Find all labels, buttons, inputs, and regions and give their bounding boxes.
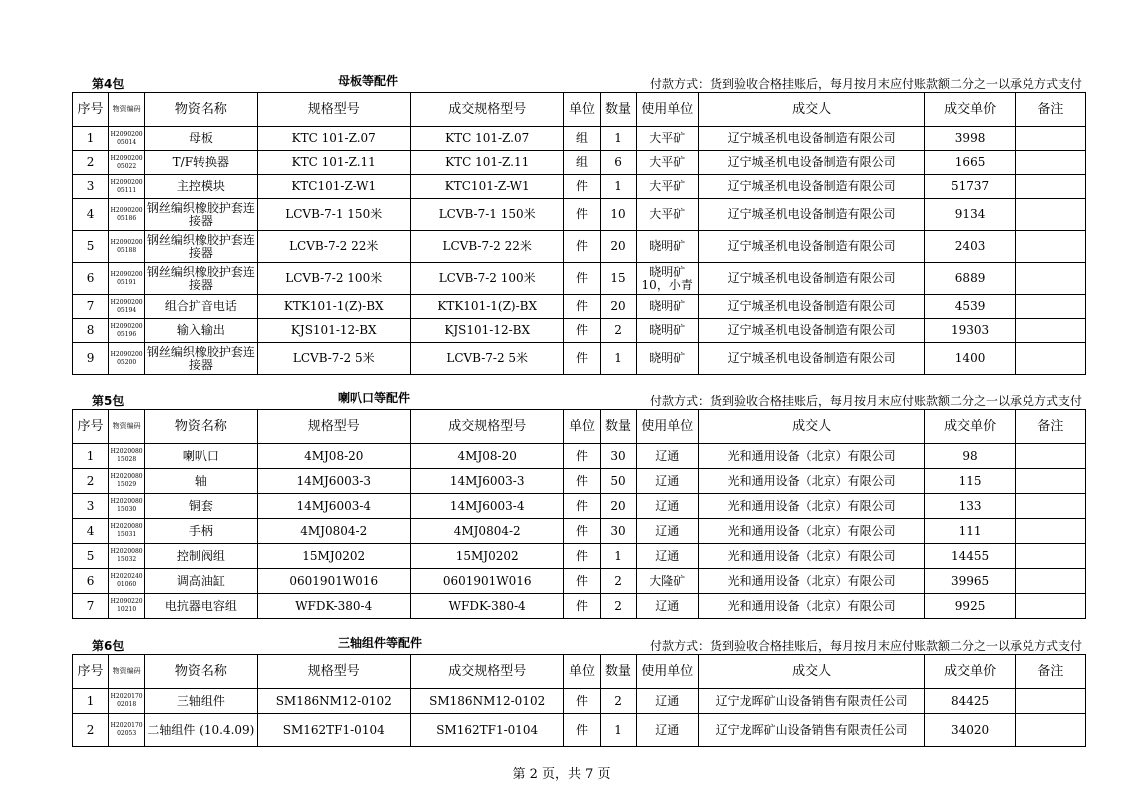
quantity-cell: 30 [600, 519, 636, 544]
package-section [72, 634, 1086, 747]
table-row [73, 444, 1086, 469]
material-name-cell: 钢丝编织橡胶护套连接器 [145, 231, 257, 263]
package-section [72, 389, 1086, 619]
deal-spec-model-cell: 4MJ0804-2 [410, 519, 563, 544]
vendor-cell: 辽宁城圣机电设备制造有限公司 [698, 319, 925, 343]
remarks-cell [1015, 343, 1085, 375]
unit-price-cell: 51737 [925, 175, 1015, 199]
table-row [73, 569, 1086, 594]
vendor-cell: 光和通用设备（北京）有限公司 [698, 444, 925, 469]
deal-spec-model-cell: KTC101-Z-W1 [410, 175, 563, 199]
spec-model-cell: KTC101-Z-W1 [257, 175, 410, 199]
unit-cell: 件 [564, 714, 600, 747]
column-header-vendor: 成交人 [698, 655, 925, 689]
row-number-cell: 7 [73, 295, 109, 319]
material-name-cell: 主控模块 [145, 175, 257, 199]
spec-model-cell: LCVB-7-1 150米 [257, 199, 410, 231]
unit-price-cell: 9925 [925, 594, 1015, 619]
row-number-cell: 2 [73, 714, 109, 747]
table-row [73, 343, 1086, 375]
unit-price-cell: 14455 [925, 544, 1015, 569]
unit-price-cell: 34020 [925, 714, 1015, 747]
material-name-cell: 喇叭口 [145, 444, 257, 469]
spec-model-cell: KTC 101-Z.11 [257, 151, 410, 175]
unit-cell: 件 [564, 319, 600, 343]
deal-spec-model-cell: LCVB-7-2 22米 [410, 231, 563, 263]
remarks-cell [1015, 689, 1085, 714]
column-header-quantity: 数量 [600, 655, 636, 689]
spec-model-cell: 4MJ08-20 [257, 444, 410, 469]
unit-price-cell: 133 [925, 494, 1015, 519]
column-header-material-name: 物资名称 [145, 410, 257, 444]
remarks-cell [1015, 569, 1085, 594]
unit-price-cell: 39965 [925, 569, 1015, 594]
deal-spec-model-cell: 0601901W016 [410, 569, 563, 594]
unit-cell: 件 [564, 263, 600, 295]
deal-spec-model-cell: KTK101-1(Z)-BX [410, 295, 563, 319]
header-row [73, 93, 1086, 127]
unit-cell: 件 [564, 295, 600, 319]
unit-cell: 件 [564, 231, 600, 263]
column-header-row-number: 序号 [73, 93, 109, 127]
quantity-cell: 2 [600, 594, 636, 619]
remarks-cell [1015, 519, 1085, 544]
unit-cell: 件 [564, 569, 600, 594]
vendor-cell: 辽宁城圣机电设备制造有限公司 [698, 175, 925, 199]
table-row [73, 319, 1086, 343]
material-code-cell: H2090200 05191 [109, 263, 145, 295]
quantity-cell: 2 [600, 689, 636, 714]
unit-cell: 件 [564, 444, 600, 469]
table-row [73, 199, 1086, 231]
table-row [73, 594, 1086, 619]
material-code-cell: H2020080 15032 [109, 544, 145, 569]
column-header-deal-spec-model: 成交规格型号 [410, 410, 563, 444]
material-name-cell: 钢丝编织橡胶护套连接器 [145, 199, 257, 231]
unit-price-cell: 111 [925, 519, 1015, 544]
using-unit-cell: 晓明矿 [636, 319, 698, 343]
table-row [73, 469, 1086, 494]
material-name-cell: 钢丝编织橡胶护套连接器 [145, 263, 257, 295]
vendor-cell: 光和通用设备（北京）有限公司 [698, 494, 925, 519]
vendor-cell: 辽宁城圣机电设备制造有限公司 [698, 199, 925, 231]
unit-price-cell: 3998 [925, 127, 1015, 151]
column-header-material-name: 物资名称 [145, 93, 257, 127]
column-header-material-code: 物资编码 [109, 655, 145, 689]
quantity-cell: 20 [600, 231, 636, 263]
material-name-cell: 控制阀组 [145, 544, 257, 569]
material-name-cell: 三轴组件 [145, 689, 257, 714]
material-name-cell: 钢丝编织橡胶护套连接器 [145, 343, 257, 375]
spec-model-cell: SM186NM12-0102 [257, 689, 410, 714]
spec-model-cell: KTK101-1(Z)-BX [257, 295, 410, 319]
quantity-cell: 1 [600, 343, 636, 375]
vendor-cell: 辽宁城圣机电设备制造有限公司 [698, 295, 925, 319]
spec-model-cell: SM162TF1-0104 [257, 714, 410, 747]
deal-spec-model-cell: 4MJ08-20 [410, 444, 563, 469]
table-row [73, 689, 1086, 714]
payment-terms: 付款方式：货到验收合格挂账后，每月按月末应付账款额二分之一以承兑方式支付 [649, 394, 1082, 408]
unit-cell: 件 [564, 199, 600, 231]
section-header [72, 389, 1086, 409]
row-number-cell: 6 [73, 569, 109, 594]
column-header-remarks: 备注 [1015, 655, 1085, 689]
quantity-cell: 1 [600, 714, 636, 747]
using-unit-cell: 大隆矿 [636, 569, 698, 594]
column-header-row-number: 序号 [73, 655, 109, 689]
unit-cell: 件 [564, 494, 600, 519]
vendor-cell: 辽宁龙晖矿山设备销售有限责任公司 [698, 689, 925, 714]
quantity-cell: 2 [600, 319, 636, 343]
remarks-cell [1015, 199, 1085, 231]
quantity-cell: 10 [600, 199, 636, 231]
column-header-vendor: 成交人 [698, 410, 925, 444]
row-number-cell: 5 [73, 231, 109, 263]
using-unit-cell: 辽通 [636, 714, 698, 747]
spec-model-cell: KJS101-12-BX [257, 319, 410, 343]
material-code-cell: H2090200 05200 [109, 343, 145, 375]
vendor-cell: 光和通用设备（北京）有限公司 [698, 519, 925, 544]
quantity-cell: 50 [600, 469, 636, 494]
using-unit-cell: 晓明矿 10，小青 [636, 263, 698, 295]
using-unit-cell: 辽通 [636, 494, 698, 519]
column-header-vendor: 成交人 [698, 93, 925, 127]
table-row [73, 175, 1086, 199]
row-number-cell: 6 [73, 263, 109, 295]
quantity-cell: 1 [600, 175, 636, 199]
material-name-cell: 铜套 [145, 494, 257, 519]
remarks-cell [1015, 544, 1085, 569]
spec-model-cell: WFDK-380-4 [257, 594, 410, 619]
material-code-cell: H2020080 15029 [109, 469, 145, 494]
quantity-cell: 15 [600, 263, 636, 295]
row-number-cell: 4 [73, 199, 109, 231]
table-row [73, 714, 1086, 747]
unit-price-cell: 1400 [925, 343, 1015, 375]
quantity-cell: 1 [600, 127, 636, 151]
row-number-cell: 5 [73, 544, 109, 569]
page-footer: 第 2 页，共 7 页 [512, 767, 611, 782]
material-name-cell: 调高油缸 [145, 569, 257, 594]
remarks-cell [1015, 151, 1085, 175]
material-code-cell: H2090200 05196 [109, 319, 145, 343]
material-code-cell: H2090200 05014 [109, 127, 145, 151]
column-header-quantity: 数量 [600, 410, 636, 444]
row-number-cell: 2 [73, 151, 109, 175]
column-header-spec-model: 规格型号 [257, 410, 410, 444]
material-code-cell: H2020080 15031 [109, 519, 145, 544]
table-row [73, 544, 1086, 569]
remarks-cell [1015, 444, 1085, 469]
material-name-cell: 手柄 [145, 519, 257, 544]
deal-spec-model-cell: SM162TF1-0104 [410, 714, 563, 747]
table-row [73, 295, 1086, 319]
package-table [72, 654, 1086, 747]
using-unit-cell: 晓明矿 [636, 343, 698, 375]
table-row [73, 519, 1086, 544]
unit-price-cell: 19303 [925, 319, 1015, 343]
unit-cell: 件 [564, 544, 600, 569]
material-name-cell: 输入输出 [145, 319, 257, 343]
table-row [73, 127, 1086, 151]
spec-model-cell: 14MJ6003-3 [257, 469, 410, 494]
remarks-cell [1015, 319, 1085, 343]
remarks-cell [1015, 594, 1085, 619]
column-header-row-number: 序号 [73, 410, 109, 444]
spec-model-cell: KTC 101-Z.07 [257, 127, 410, 151]
column-header-using-unit: 使用单位 [636, 410, 698, 444]
header-row [73, 655, 1086, 689]
material-code-cell: H2020080 15030 [109, 494, 145, 519]
column-header-unit: 单位 [564, 410, 600, 444]
using-unit-cell: 辽通 [636, 594, 698, 619]
column-header-using-unit: 使用单位 [636, 93, 698, 127]
unit-cell: 件 [564, 519, 600, 544]
material-code-cell: H2020170 02018 [109, 689, 145, 714]
unit-cell: 件 [564, 343, 600, 375]
deal-spec-model-cell: LCVB-7-2 5米 [410, 343, 563, 375]
using-unit-cell: 大平矿 [636, 151, 698, 175]
using-unit-cell: 辽通 [636, 519, 698, 544]
material-code-cell: H2020170 02053 [109, 714, 145, 747]
unit-price-cell: 98 [925, 444, 1015, 469]
column-header-unit-price: 成交单价 [925, 410, 1015, 444]
quantity-cell: 2 [600, 569, 636, 594]
table-row [73, 263, 1086, 295]
row-number-cell: 1 [73, 444, 109, 469]
using-unit-cell: 晓明矿 [636, 231, 698, 263]
unit-price-cell: 84425 [925, 689, 1015, 714]
remarks-cell [1015, 231, 1085, 263]
using-unit-cell: 辽通 [636, 444, 698, 469]
vendor-cell: 辽宁龙晖矿山设备销售有限责任公司 [698, 714, 925, 747]
deal-spec-model-cell: 15MJ0202 [410, 544, 563, 569]
package-section [72, 72, 1086, 375]
remarks-cell [1015, 295, 1085, 319]
spec-model-cell: 14MJ6003-4 [257, 494, 410, 519]
row-number-cell: 1 [73, 689, 109, 714]
payment-terms: 付款方式：货到验收合格挂账后，每月按月末应付账款额二分之一以承兑方式支付 [649, 639, 1082, 653]
spec-model-cell: 0601901W016 [257, 569, 410, 594]
spec-model-cell: LCVB-7-2 5米 [257, 343, 410, 375]
material-code-cell: H2020240 01060 [109, 569, 145, 594]
package-table [72, 92, 1086, 375]
column-header-spec-model: 规格型号 [257, 93, 410, 127]
material-code-cell: H2090220 10210 [109, 594, 145, 619]
material-name-cell: T/F转换器 [145, 151, 257, 175]
using-unit-cell: 辽通 [636, 469, 698, 494]
spec-model-cell: 4MJ0804-2 [257, 519, 410, 544]
unit-price-cell: 9134 [925, 199, 1015, 231]
package-title: 母板等配件 [338, 74, 399, 88]
quantity-cell: 30 [600, 444, 636, 469]
material-code-cell: H2090200 05022 [109, 151, 145, 175]
row-number-cell: 8 [73, 319, 109, 343]
deal-spec-model-cell: 14MJ6003-4 [410, 494, 563, 519]
deal-spec-model-cell: LCVB-7-1 150米 [410, 199, 563, 231]
unit-price-cell: 2403 [925, 231, 1015, 263]
deal-spec-model-cell: WFDK-380-4 [410, 594, 563, 619]
vendor-cell: 光和通用设备（北京）有限公司 [698, 469, 925, 494]
column-header-material-code: 物资编码 [109, 410, 145, 444]
spec-model-cell: LCVB-7-2 22米 [257, 231, 410, 263]
unit-cell: 件 [564, 689, 600, 714]
package-table [72, 409, 1086, 619]
deal-spec-model-cell: KTC 101-Z.07 [410, 127, 563, 151]
section-header [72, 72, 1086, 92]
deal-spec-model-cell: KJS101-12-BX [410, 319, 563, 343]
header-row [73, 410, 1086, 444]
unit-price-cell: 115 [925, 469, 1015, 494]
quantity-cell: 20 [600, 295, 636, 319]
column-header-deal-spec-model: 成交规格型号 [410, 655, 563, 689]
material-name-cell: 组合扩音电话 [145, 295, 257, 319]
deal-spec-model-cell: SM186NM12-0102 [410, 689, 563, 714]
vendor-cell: 辽宁城圣机电设备制造有限公司 [698, 151, 925, 175]
material-code-cell: H2090200 05186 [109, 199, 145, 231]
column-header-unit-price: 成交单价 [925, 93, 1015, 127]
column-header-unit-price: 成交单价 [925, 655, 1015, 689]
row-number-cell: 1 [73, 127, 109, 151]
package-title: 三轴组件等配件 [338, 636, 423, 650]
using-unit-cell: 晓明矿 [636, 295, 698, 319]
quantity-cell: 6 [600, 151, 636, 175]
section-header [72, 634, 1086, 654]
unit-price-cell: 4539 [925, 295, 1015, 319]
remarks-cell [1015, 469, 1085, 494]
quantity-cell: 20 [600, 494, 636, 519]
using-unit-cell: 辽通 [636, 544, 698, 569]
vendor-cell: 辽宁城圣机电设备制造有限公司 [698, 343, 925, 375]
row-number-cell: 9 [73, 343, 109, 375]
row-number-cell: 4 [73, 519, 109, 544]
using-unit-cell: 大平矿 [636, 199, 698, 231]
column-header-unit: 单位 [564, 93, 600, 127]
column-header-using-unit: 使用单位 [636, 655, 698, 689]
deal-spec-model-cell: 14MJ6003-3 [410, 469, 563, 494]
package-number: 第4包 [92, 77, 125, 91]
unit-cell: 组 [564, 151, 600, 175]
package-number: 第5包 [92, 394, 125, 408]
spec-model-cell: 15MJ0202 [257, 544, 410, 569]
row-number-cell: 7 [73, 594, 109, 619]
column-header-remarks: 备注 [1015, 410, 1085, 444]
vendor-cell: 辽宁城圣机电设备制造有限公司 [698, 263, 925, 295]
vendor-cell: 辽宁城圣机电设备制造有限公司 [698, 231, 925, 263]
vendor-cell: 光和通用设备（北京）有限公司 [698, 569, 925, 594]
using-unit-cell: 大平矿 [636, 127, 698, 151]
unit-price-cell: 1665 [925, 151, 1015, 175]
column-header-quantity: 数量 [600, 93, 636, 127]
package-title: 喇叭口等配件 [338, 391, 411, 405]
unit-price-cell: 6889 [925, 263, 1015, 295]
unit-cell: 组 [564, 127, 600, 151]
vendor-cell: 光和通用设备（北京）有限公司 [698, 544, 925, 569]
column-header-material-code: 物资编码 [109, 93, 145, 127]
material-code-cell: H2090200 05188 [109, 231, 145, 263]
quantity-cell: 1 [600, 544, 636, 569]
column-header-remarks: 备注 [1015, 93, 1085, 127]
material-name-cell: 轴 [145, 469, 257, 494]
table-row [73, 231, 1086, 263]
remarks-cell [1015, 127, 1085, 151]
material-name-cell: 二轴组件 (10.4.09) [145, 714, 257, 747]
material-code-cell: H2020080 15028 [109, 444, 145, 469]
material-code-cell: H2090200 05111 [109, 175, 145, 199]
unit-cell: 件 [564, 469, 600, 494]
material-name-cell: 母板 [145, 127, 257, 151]
column-header-spec-model: 规格型号 [257, 655, 410, 689]
row-number-cell: 2 [73, 469, 109, 494]
unit-cell: 件 [564, 175, 600, 199]
using-unit-cell: 大平矿 [636, 175, 698, 199]
using-unit-cell: 辽通 [636, 689, 698, 714]
column-header-material-name: 物资名称 [145, 655, 257, 689]
remarks-cell [1015, 714, 1085, 747]
remarks-cell [1015, 494, 1085, 519]
package-number: 第6包 [92, 639, 125, 653]
remarks-cell [1015, 263, 1085, 295]
unit-cell: 件 [564, 594, 600, 619]
vendor-cell: 辽宁城圣机电设备制造有限公司 [698, 127, 925, 151]
column-header-deal-spec-model: 成交规格型号 [410, 93, 563, 127]
material-name-cell: 电抗器电容组 [145, 594, 257, 619]
table-row [73, 494, 1086, 519]
row-number-cell: 3 [73, 175, 109, 199]
material-code-cell: H2090200 05194 [109, 295, 145, 319]
deal-spec-model-cell: KTC 101-Z.11 [410, 151, 563, 175]
column-header-unit: 单位 [564, 655, 600, 689]
payment-terms: 付款方式：货到验收合格挂账后，每月按月末应付账款额二分之一以承兑方式支付 [649, 77, 1082, 91]
deal-spec-model-cell: LCVB-7-2 100米 [410, 263, 563, 295]
spec-model-cell: LCVB-7-2 100米 [257, 263, 410, 295]
remarks-cell [1015, 175, 1085, 199]
table-row [73, 151, 1086, 175]
vendor-cell: 光和通用设备（北京）有限公司 [698, 594, 925, 619]
row-number-cell: 3 [73, 494, 109, 519]
